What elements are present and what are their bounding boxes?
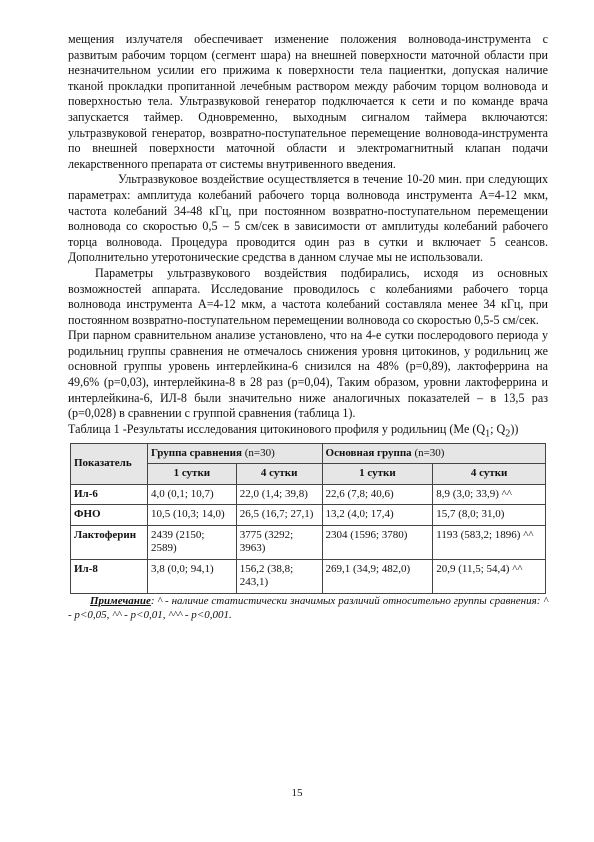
header-main-day4: 4 сутки: [433, 464, 546, 485]
group-comparison-n: (n=30): [241, 446, 275, 459]
group-main-n: (n=30): [411, 446, 445, 459]
cell-comparison-day4: 3775 (3292; 3963): [236, 525, 322, 559]
cell-main-day4: 1193 (583,2; 1896) ^^: [433, 525, 546, 559]
row-label: Лактоферин: [71, 525, 148, 559]
page-number: 15: [291, 787, 303, 799]
paragraph-1: мещения излучателя обеспечивает изменение положения волновода-инструмента с развитым рабочим торцом (сегмент шара) на внешней поверхности маточной области при незначительном усилии его прижима к поверхности тела пациентки, допуская наличие тканой прокладки пропитанной лечебным раствором между рабочим торцом волновода и поверхностью тела. Ультразвуковой генератор подключается к сети и по команде врача запускается таймер. Одновременно, выходным сигналом таймера включаются: ультразвуковой генератор, возвратно-поступательное перемещение волновода-инструмента по внешней поверхности маточной области и электромагнитный клапан подачи лекарственного препарата от системы внутривенного введения.: [68, 32, 548, 171]
caption-text: Таблица 1 -Результаты исследования цитокинового профиля у родильниц (Ме (Q: [68, 421, 486, 436]
header-group-comparison: [147, 443, 322, 464]
cell-main-day1: 22,6 (7,8; 40,6): [322, 484, 433, 505]
cell-main-day4: 8,9 (3,0; 33,9) ^^: [433, 484, 546, 505]
header-group-main: [322, 443, 545, 464]
cell-comparison-day4: 22,0 (1,4; 39,8): [236, 484, 322, 505]
header-comparison-day4: 4 сутки: [236, 464, 322, 485]
cell-comparison-day4: 156,2 (38,8; 243,1): [236, 559, 322, 593]
group-main-name: Основная группа: [325, 446, 412, 459]
caption-subscript-2: 2: [505, 428, 511, 440]
body-text: [68, 32, 548, 622]
note-label: Примечание: [90, 594, 151, 607]
paragraph-3: Параметры ультразвукового воздействия подбирались, исходя из основных возможностей аппарата. Исследование проводилось с колебаниями рабочего торца волновода инструмента А=4-12 мкм, а частота колебаний составляла менее 34 кГц, при постоянном возвратно-поступательном перемещении волновода со скоростью 0,5-5 см/сек.: [68, 265, 548, 327]
cell-comparison-day1: 4,0 (0,1; 10,7): [147, 484, 236, 505]
cell-comparison-day1: 10,5 (10,3; 14,0): [147, 505, 236, 526]
cell-comparison-day4: 26,5 (16,7; 27,1): [236, 505, 322, 526]
cell-main-day1: 2304 (1596; 3780): [322, 525, 433, 559]
row-label: Ил-8: [71, 559, 148, 593]
header-comparison-day1: 1 сутки: [147, 464, 236, 485]
header-main-day1: 1 сутки: [322, 464, 433, 485]
table-caption: [68, 422, 548, 442]
table-row: [71, 505, 546, 526]
table-note: [68, 594, 548, 622]
group-comparison-name: Группа сравнения: [150, 446, 242, 459]
cell-main-day1: 269,1 (34,9; 482,0): [322, 559, 433, 593]
table-row: [71, 484, 546, 505]
table-row: [71, 525, 546, 559]
paragraph-4: При парном сравнительном анализе установлено, что на 4-е сутки послеродового периода у родильниц группы сравнения не отмечалось снижения уровня цитокинов, у родильниц же основной группы уровень интерлейкина-6 снизился на 48% (p=0,89), лактоферрина на 49,6% (p=0,03), интерлейкина-8 в 28 раз (p=0,04), Таким образом, уровни лактоферрина и интерлейкина-6, ИЛ-8 были значительно ниже аналогичных показателей – в 13,5 раз (p=0,028) в сравнении с группой сравнения (таблица 1).: [68, 328, 548, 421]
row-label: ФНО: [71, 505, 148, 526]
caption-subscript-1: 1: [485, 428, 491, 440]
table-row: [71, 559, 546, 593]
cell-comparison-day1: 3,8 (0,0; 94,1): [147, 559, 236, 593]
row-label: Ил-6: [71, 484, 148, 505]
caption-text-end: )): [510, 421, 519, 436]
cell-main-day4: 15,7 (8,0; 31,0): [433, 505, 546, 526]
paragraph-2: Ультразвуковое воздействие осуществляется в течение 10-20 мин. при следующих параметрах: амплитуда колебаний рабочего торца волновода инструмента А=4-12 мкм, частота колебаний 34-48 кГц, при постоянном возвратно-поступательном перемещении волновода со скоростью 0,5 – 5 см/сек в зависимости от амплитуды колебаний рабочего торца волновода. Процедура проводится один раз в сутки и включает 5 сеансов. Дополнительно утеротонические средства в данном случае мы не использовали.: [68, 172, 548, 265]
cytokine-table: [70, 443, 546, 594]
header-indicator: Показатель: [71, 443, 148, 484]
note-text: : ^ - наличие статистически значимых различий относительно группы сравнения: ^ - р<0,05, ^^ - р<0,01, ^^^ - р<0,001.: [68, 594, 548, 621]
caption-text-mid: ; Q: [490, 421, 506, 436]
cell-main-day4: 20,9 (11,5; 54,4) ^^: [433, 559, 546, 593]
cell-comparison-day1: 2439 (2150; 2589): [147, 525, 236, 559]
cell-main-day1: 13,2 (4,0; 17,4): [322, 505, 433, 526]
